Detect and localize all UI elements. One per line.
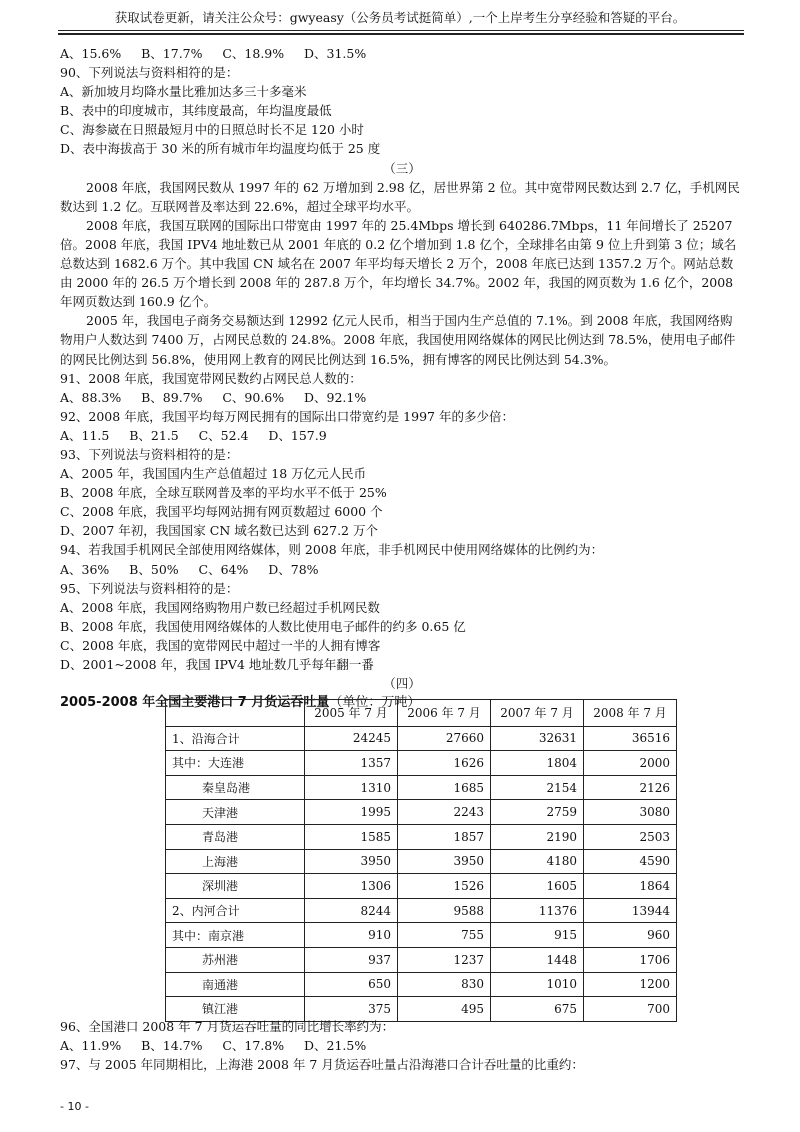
- cell: 1626: [398, 751, 491, 776]
- question-94-options: A、36% B、50% C、64% D、78%: [60, 561, 319, 577]
- cell: 3080: [584, 800, 677, 825]
- cell: 2000: [584, 751, 677, 776]
- table-row: [166, 751, 677, 776]
- row-label: 青岛港: [166, 824, 305, 849]
- table-row: [166, 923, 677, 948]
- question-90-option-c: C、海参崴在日照最短月中的日照总时长不足 120 小时: [60, 122, 364, 138]
- cell: 1200: [584, 972, 677, 997]
- cell: 1864: [584, 874, 677, 899]
- question-94: 94、若我国手机网民全部使用网络媒体，则 2008 年底，非手机网民中使用网络媒体的比例约为：: [60, 542, 604, 558]
- row-label: 南通港: [166, 972, 305, 997]
- question-90-option-a: A、新加坡月均降水量比雅加达多三十多毫米: [60, 84, 307, 100]
- paragraph-3: 2005 年，我国电子商务交易额达到 12992 亿元人民币，相当于国内生产总值的 7.1%。到 2008 年底，我国网络购物用户人数达到 7400 万，占网民总数的 24.8%。2008 年底，我国使用网络媒体的网民比例达到 78.5%，使用电子邮件的网民比例达到 56.8%，使用网上教育的网民比例达到 16.5%，拥有博客的网民比例达到 54.3%。: [60, 313, 736, 367]
- cell: 32631: [491, 726, 584, 751]
- cell: 36516: [584, 726, 677, 751]
- cell: 27660: [398, 726, 491, 751]
- question-92-options: A、11.5 B、21.5 C、52.4 D、157.9: [60, 427, 327, 443]
- cell: 1857: [398, 824, 491, 849]
- cell: 4590: [584, 849, 677, 874]
- paragraph-1: 2008 年底，我国网民数从 1997 年的 62 万增加到 2.98 亿，居世界第 2 位。其中宽带网民数达到 2.7 亿，手机网民数达到 1.2 亿。互联网普及率达到 22.6%，超过全球平均水平。: [60, 179, 740, 214]
- cell: 11376: [491, 898, 584, 923]
- table-header-2007: 2007 年 7 月: [491, 700, 584, 727]
- question-95-option-c: C、2008 年底，我国的宽带网民中超过一半的人拥有博客: [60, 637, 381, 653]
- row-label: 深圳港: [166, 874, 305, 899]
- table-header-2005: 2005 年 7 月: [305, 700, 398, 727]
- header-rule-thick: [58, 33, 744, 35]
- question-93: 93、下列说法与资料相符的是：: [60, 446, 239, 462]
- question-91-options: A、88.3% B、89.7% C、90.6% D、92.1%: [60, 389, 367, 405]
- question-97: 97、与 2005 年同期相比，上海港 2008 年 7 月货运吞吐量占沿海港口合计吞吐量的比重约：: [60, 1057, 584, 1073]
- cell: 1448: [491, 947, 584, 972]
- cell: 1010: [491, 972, 584, 997]
- table-header-2006: 2006 年 7 月: [398, 700, 491, 727]
- row-label: 1、沿海合计: [166, 726, 305, 751]
- paragraph-2: 2008 年底，我国互联网的国际出口带宽由 1997 年的 25.4Mbps 增长到 640286.7Mbps，11 年间增长了 25207 倍。2008 年底，我国 IPV4 地址数已从 2001 年底的 0.2 亿个增加到 1.8 亿个，全球排名由第 9 位上升到第 3 位；域名总数达到 1682.6 万个。其中我国 CN 域名在 2007 年平均每天增长 2 万个，2008 年底已达到 1357.2 万个。网站总数由 2000 年的 26.5 万个增长到 2008 年的 287.8 万个，年均增长 34.7%。2002 年，我国的网页数为 1.6 亿个，2008 年网页数达到 160.9 亿个。: [60, 217, 737, 310]
- table-row: [166, 800, 677, 825]
- cell: 2503: [584, 824, 677, 849]
- table-title-text: 2005-2008 年全国主要港口 7 月货运吞吐量: [60, 695, 330, 711]
- cell: 1357: [305, 751, 398, 776]
- question-90: 90、下列说法与资料相符的是：: [60, 65, 239, 81]
- cell: 3950: [305, 849, 398, 874]
- cell: 937: [305, 947, 398, 972]
- cell: 755: [398, 923, 491, 948]
- cell: 2190: [491, 824, 584, 849]
- port-throughput-table: [165, 699, 677, 1022]
- cell: 2759: [491, 800, 584, 825]
- section-3-heading: （三）: [383, 160, 421, 176]
- row-label: 其中：南京港: [166, 923, 305, 948]
- cell: 2126: [584, 775, 677, 800]
- table-row: [166, 726, 677, 751]
- question-95-option-b: B、2008 年底，我国使用网络媒体的人数比使用电子邮件的约多 0.65 亿: [60, 618, 466, 634]
- table-header-row: [166, 700, 677, 727]
- cell: 960: [584, 923, 677, 948]
- cell: 2154: [491, 775, 584, 800]
- table-row: [166, 849, 677, 874]
- cell: 1685: [398, 775, 491, 800]
- row-label: 上海港: [166, 849, 305, 874]
- question-93-option-c: C、2008 年底，我国平均每网站拥有网页数超过 6000 个: [60, 504, 383, 520]
- cell: 4180: [491, 849, 584, 874]
- document-body: [60, 44, 744, 712]
- row-label: 镇江港: [166, 997, 305, 1022]
- table-row: [166, 947, 677, 972]
- questions-96-97: [60, 1017, 744, 1074]
- question-95-option-d: D、2001~2008 年，我国 IPV4 地址数几乎每年翻一番: [60, 657, 374, 672]
- question-96: 96、全国港口 2008 年 7 月货运吞吐量的同比增长率约为：: [60, 1019, 395, 1034]
- question-93-option-d: D、2007 年初，我国国家 CN 域名数已达到 627.2 万个: [60, 523, 378, 539]
- page-header: 获取试卷更新，请关注公众号：gwyeasy（公务员考试挺简单）,一个上岸考生分享经验和答疑的平台。: [114, 10, 686, 25]
- table-row: [166, 824, 677, 849]
- table-row: [166, 775, 677, 800]
- question-95-option-a: A、2008 年底，我国网络购物用户数已经超过手机网民数: [60, 599, 380, 615]
- row-label: 2、内河合计: [166, 898, 305, 923]
- cell: 1605: [491, 874, 584, 899]
- row-label: 苏州港: [166, 947, 305, 972]
- table-row: [166, 898, 677, 923]
- cell: 1237: [398, 947, 491, 972]
- cell: 1306: [305, 874, 398, 899]
- table-row: [166, 972, 677, 997]
- cell: 495: [398, 997, 491, 1022]
- row-label: 其中：大连港: [166, 751, 305, 776]
- cell: 1706: [584, 947, 677, 972]
- question-89-options: A、15.6% B、17.7% C、18.9% D、31.5%: [60, 46, 367, 61]
- section-4-heading: （四）: [383, 676, 421, 692]
- page-number: - 10 -: [60, 1100, 89, 1113]
- cell: 375: [305, 997, 398, 1022]
- table-header-2008: 2008 年 7 月: [584, 700, 677, 727]
- question-90-option-b: B、表中的印度城市，其纬度最高，年均温度最低: [60, 103, 332, 119]
- cell: 830: [398, 972, 491, 997]
- question-93-option-a: A、2005 年，我国国内生产总值超过 18 万亿元人民币: [60, 466, 367, 482]
- cell: 13944: [584, 898, 677, 923]
- table-header-blank: [166, 700, 305, 727]
- cell: 3950: [398, 849, 491, 874]
- cell: 2243: [398, 800, 491, 825]
- cell: 1526: [398, 874, 491, 899]
- cell: 700: [584, 997, 677, 1022]
- cell: 8244: [305, 898, 398, 923]
- header-rule: [58, 30, 744, 31]
- question-92: 92、2008 年底，我国平均每万网民拥有的国际出口带宽约是 1997 年的多少倍：: [60, 408, 514, 424]
- cell: 650: [305, 972, 398, 997]
- cell: 915: [491, 923, 584, 948]
- cell: 24245: [305, 726, 398, 751]
- cell: 1310: [305, 775, 398, 800]
- question-96-options: A、11.9% B、14.7% C、17.8% D、21.5%: [60, 1038, 367, 1054]
- cell: 1585: [305, 824, 398, 849]
- cell: 9588: [398, 898, 491, 923]
- question-95: 95、下列说法与资料相符的是：: [60, 580, 239, 596]
- table-row: [166, 874, 677, 899]
- row-label: 天津港: [166, 800, 305, 825]
- row-label: 秦皇岛港: [166, 775, 305, 800]
- table-unit: （单位：万吨）: [329, 695, 421, 711]
- question-91: 91、2008 年底，我国宽带网民数约占网民总人数的：: [60, 370, 362, 386]
- cell: 1995: [305, 800, 398, 825]
- question-93-option-b: B、2008 年底，全球互联网普及率的平均水平不低于 25%: [60, 485, 387, 501]
- cell: 1804: [491, 751, 584, 776]
- cell: 675: [491, 997, 584, 1022]
- question-90-option-d: D、表中海拔高于 30 米的所有城市年均温度均低于 25 度: [60, 141, 381, 157]
- cell: 910: [305, 923, 398, 948]
